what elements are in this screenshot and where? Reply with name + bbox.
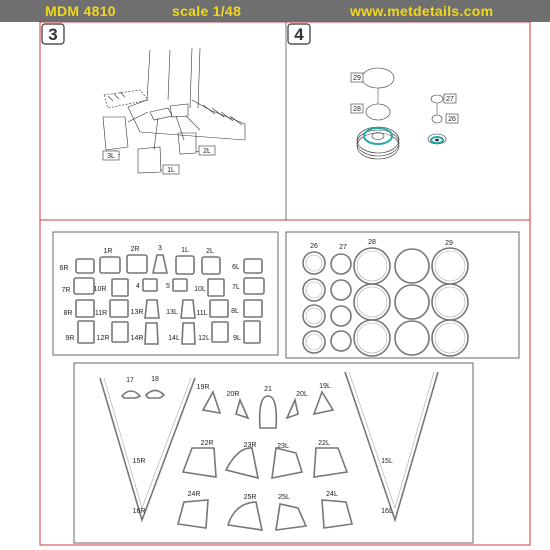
step-3-callout-2L — [199, 146, 215, 155]
svg-text:15L: 15L — [381, 458, 393, 465]
svg-text:29: 29 — [353, 75, 361, 82]
svg-text:3: 3 — [158, 245, 162, 252]
step-3-cockpit-drawing — [103, 48, 245, 173]
svg-text:27: 27 — [339, 244, 347, 251]
svg-text:23R: 23R — [243, 442, 257, 449]
scale-label: scale 1/48 — [172, 3, 242, 19]
svg-text:7R: 7R — [61, 287, 71, 294]
svg-text:15R: 15R — [132, 458, 146, 465]
svg-text:14L: 14L — [168, 335, 180, 342]
svg-text:29: 29 — [445, 240, 453, 247]
svg-text:13L: 13L — [166, 309, 178, 316]
svg-text:27: 27 — [446, 96, 454, 103]
svg-text:17: 17 — [126, 377, 134, 384]
step-4-callout-29 — [351, 73, 363, 82]
svg-text:26: 26 — [448, 116, 456, 123]
svg-text:1R: 1R — [103, 248, 113, 255]
svg-text:25L: 25L — [278, 494, 290, 501]
svg-text:24R: 24R — [187, 491, 201, 498]
svg-text:23L: 23L — [277, 443, 289, 450]
step-4-callout-27 — [444, 94, 456, 103]
svg-text:11L: 11L — [196, 310, 208, 317]
svg-text:28: 28 — [353, 106, 361, 113]
step-4-wheel-drawing — [357, 68, 446, 159]
step-4-badge — [288, 24, 310, 44]
svg-text:1L: 1L — [181, 247, 189, 254]
svg-text:25R: 25R — [243, 494, 257, 501]
svg-text:9L: 9L — [233, 335, 241, 342]
svg-text:6L: 6L — [232, 264, 240, 271]
svg-text:4: 4 — [136, 283, 140, 290]
svg-text:2L: 2L — [206, 248, 214, 255]
svg-text:26: 26 — [310, 243, 318, 250]
svg-text:11R: 11R — [94, 310, 108, 317]
step-3-callout-1L — [163, 165, 179, 174]
svg-text:20R: 20R — [226, 391, 240, 398]
svg-text:8R: 8R — [63, 310, 73, 317]
svg-text:16L: 16L — [381, 508, 393, 515]
svg-text:6R: 6R — [59, 265, 69, 272]
step-3-callout-3L — [103, 151, 119, 160]
step-4-callout-26 — [446, 114, 458, 123]
svg-text:9R: 9R — [65, 335, 75, 342]
svg-text:14R: 14R — [130, 335, 144, 342]
svg-text:20L: 20L — [296, 391, 308, 398]
svg-text:19L: 19L — [319, 383, 331, 390]
svg-text:4: 4 — [294, 25, 304, 44]
svg-text:8L: 8L — [231, 308, 239, 315]
svg-text:28: 28 — [368, 239, 376, 246]
svg-text:12R: 12R — [96, 335, 110, 342]
svg-text:21: 21 — [264, 386, 272, 393]
svg-text:2R: 2R — [130, 246, 140, 253]
svg-text:19R: 19R — [196, 384, 210, 391]
svg-text:2L: 2L — [203, 148, 211, 155]
svg-text:12L: 12L — [198, 335, 210, 342]
svg-text:5: 5 — [166, 283, 170, 290]
svg-text:22L: 22L — [318, 440, 330, 447]
svg-text:7L: 7L — [232, 284, 240, 291]
svg-text:13R: 13R — [130, 309, 144, 316]
svg-text:10R: 10R — [93, 286, 107, 293]
svg-text:18: 18 — [151, 376, 159, 383]
svg-text:3L: 3L — [107, 153, 115, 160]
step-4-callout-28 — [351, 104, 363, 113]
svg-text:3: 3 — [48, 25, 58, 44]
svg-text:1L: 1L — [167, 167, 175, 174]
svg-text:24L: 24L — [326, 491, 338, 498]
product-code: MDM 4810 — [45, 3, 116, 19]
svg-text:10L: 10L — [194, 286, 206, 293]
svg-text:22R: 22R — [200, 440, 214, 447]
step-3-badge — [42, 24, 64, 44]
website-label: www.metdetails.com — [350, 3, 494, 19]
svg-text:16R: 16R — [132, 508, 146, 515]
